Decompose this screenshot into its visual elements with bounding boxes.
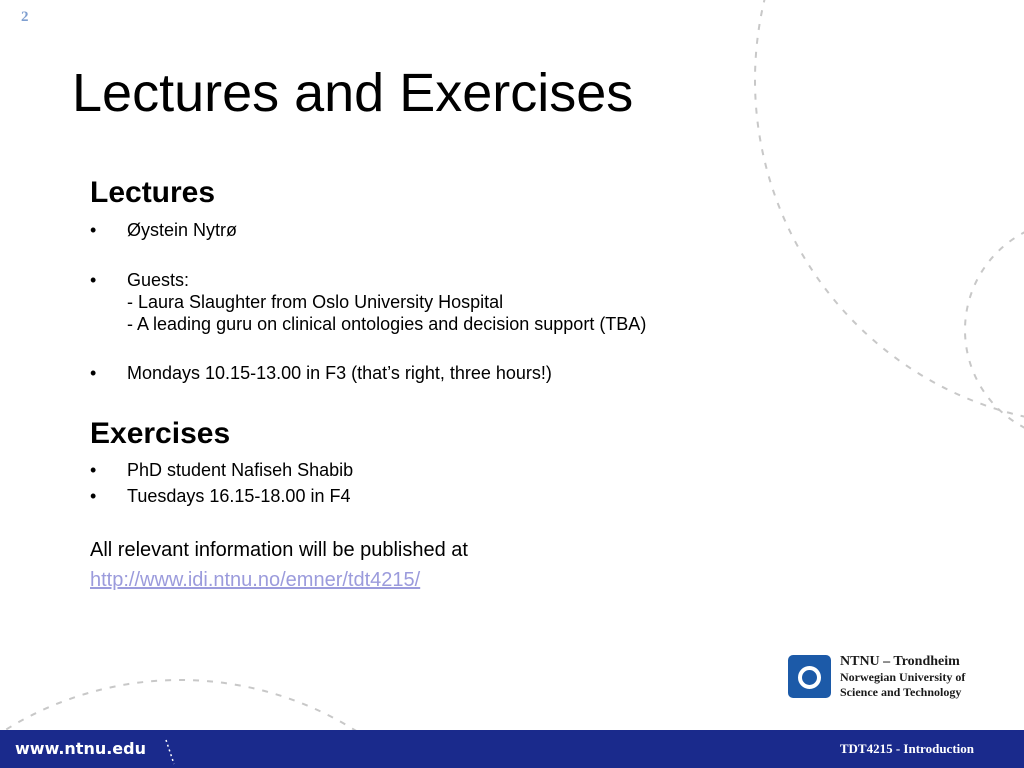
bullet-dot: • (90, 460, 97, 480)
bullet-dot: • (90, 270, 97, 290)
bullet-line: - A leading guru on clinical ontologies and decision support (TBA) (127, 314, 647, 334)
bullet-line: Mondays 10.15-13.00 in F3 (that’s right, three hours!) (127, 363, 552, 383)
logo-name: NTNU – Trondheim (840, 654, 960, 669)
logo-line-3: Science and Technology (840, 685, 962, 699)
bullet-line: Øystein Nytrø (127, 220, 238, 240)
slide-title: Lectures and Exercises (72, 63, 634, 123)
bullet-dot: • (90, 363, 97, 383)
lectures-heading: Lectures (90, 176, 216, 209)
bullet-line: PhD student Nafiseh Shabib (127, 460, 354, 480)
bullet-text (127, 485, 350, 507)
bullet-text (127, 459, 353, 481)
logo-ring (798, 666, 821, 689)
ntnu-logo-icon (788, 655, 831, 698)
footer-bar (0, 730, 1024, 768)
info-text: All relevant information will be published at (90, 539, 468, 561)
exercises-heading: Exercises (90, 417, 231, 450)
course-website-link[interactable]: http://www.idi.ntnu.no/emner/tdt4215/ (90, 569, 421, 591)
dotted-circle-right (965, 220, 1024, 440)
logo-line-2: Norwegian University of (840, 670, 966, 684)
footer-course-label: TDT4215 - Introduction (839, 741, 974, 756)
footer-slash-icon (165, 739, 175, 765)
bullet-line: - Laura Slaughter from Oslo University Hospital (127, 292, 504, 312)
footer-url: www.ntnu.edu (15, 739, 146, 758)
bullet-dot: • (90, 486, 97, 506)
bullet-dot: • (90, 220, 97, 240)
bullet-text (127, 362, 552, 384)
page-number: 2 (21, 9, 29, 25)
dotted-circle-upper-right (755, 0, 1024, 425)
ntnu-logo-text (840, 653, 965, 700)
bullet-line: Guests: (127, 270, 190, 290)
bullet-text (127, 269, 646, 335)
bullet-line: Tuesdays 16.15-18.00 in F4 (127, 486, 351, 506)
bullet-text (127, 219, 237, 241)
